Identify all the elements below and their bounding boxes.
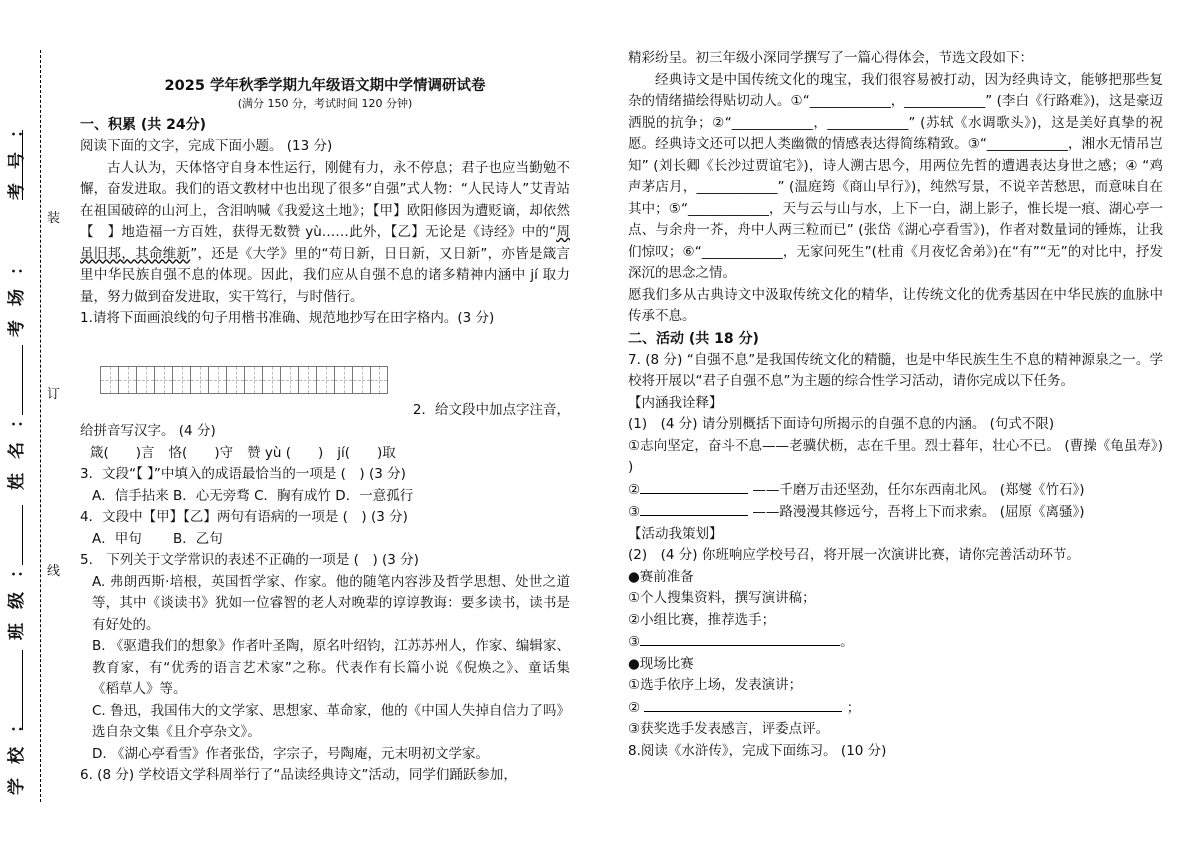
q6-continued: 精彩纷呈。初三年级小深同学撰写了一篇心得体会，节选文段如下： [628,50,1033,66]
grid-cell[interactable] [298,366,316,394]
question-7-1-item-2: ② ——千磨万击还坚劲，任尔东西南北风。 (郑燮《竹石》) [628,479,1163,502]
grid-cell[interactable] [172,366,190,394]
binding-char-ding: 订 [47,387,61,402]
field-label: 考场： [7,244,27,337]
question-8: 8.阅读《水浒传》，完成下面练习。 (10 分) [628,742,887,759]
question-4: 4．文段中【甲】【乙】两句有语病的一项是 ( ) (3 分) [80,509,408,525]
grid-cell[interactable] [226,366,244,394]
task-tag-2: 【活动我策划】 [628,525,723,542]
left-column [80,48,570,787]
field-label: 学校： [7,702,27,795]
live-contest-title: ●现场比赛 [628,655,694,672]
binding-char-zhuang: 装 [47,211,61,226]
pinyin-item[interactable]: jí( )取 [337,444,396,461]
question-5: 5. 下列关于文学常识的表述不正确的一项是 ( ) (3 分) [80,552,419,568]
pinyin-item[interactable]: 赞 yù ( ) [247,444,324,461]
task-tag-1: 【内涵我诠释】 [628,394,723,411]
passage-part-2: ”，还是《大学》里的“苟日新，日日新，又日新”，亦皆是箴言里中华民族自强不息的体现。因此，我们应从自强不息的诸多精神内涵中 jí 取力量，努力做到奋发进取，实干笃行，与时偕行。 [80,245,571,305]
question-6: 6. (8 分) 学校语文学科周举行了“品读经典诗文”活动，同学们踊跃参加， [80,767,517,783]
step-number: ② [628,699,641,716]
pinyin-answers [80,443,570,465]
question-5-option-c: C. 鲁迅，我国伟大的文学家、思想家、革命家，他的《中国人失掉自信力了吗》选自杂文集《且介亭杂文》。 [92,702,570,740]
field-label: 考号： [7,107,27,200]
field-exam-number[interactable] [6,60,36,200]
question-5-option-a: A. 弗朗西斯·培根，英国哲学家、作家。他的随笔内容涉及哲学思想、处世之道等，其中《谈读书》犹如一位睿智的老人对晚辈的谆谆教诲：要多读书，读书是有好处的。 [92,573,570,633]
q6-essay-excerpt: 经典诗文是中国传统文化的瑰宝，我们很容易被打动，因为经典诗文，能够把那些复杂的情绪描绘得贴切动人。①“____________，____________” (李白《行路难》)，这是豪迈洒脱的抗争；②“____________，____________” (苏轼《水调歌头》)，这是美好真挚的祝愿。经典诗文还可以把人类幽微的情感表达得简练精致。③“____________，湘水无情吊岂知” (刘长卿《长沙过贾谊宅》)，诗人溯古思今，用两位先哲的遭遇表达身世之感；④ “鸡声茅店月，____________” (温庭筠《商山早行》)，纯然写景，不说辛苦愁思，而意味自在其中；⑤“____________，天与云与山与水，上下一白，湖上影子，惟长堤一痕、湖心亭一点、与余舟一芥，舟中人两三粒而已” (张岱《湖心亭看雪》)，作者对数量词的锤炼，让我们惊叹；⑥“____________，无家问死生”(杜甫《月夜忆舍弟》)在“有”“无”的对比中，抒发深沉的思念之情。 [628,71,1163,281]
wavy-underlined-sentence: 周虽旧邦，其命维新 [80,224,570,262]
item-2-text: ——千磨万击还坚劲，任尔东西南北风。 (郑燮《竹石》) [752,481,1085,498]
grid-cell[interactable] [100,366,118,394]
binding-char-xian: 线 [47,564,61,579]
question-2-part-a: 2．给文段中加点字注音， [412,401,570,418]
reading-instruction: 阅读下面的文字，完成下面小题。 (13 分) [80,138,333,154]
item-3-text: ——路漫漫其修远兮，吾将上下而求索。 (屈原《离骚》) [752,504,1085,520]
section-1-title: 一、积累 (共 24分) [80,117,207,133]
grid-cell[interactable] [136,366,154,394]
question-5-option-d: D. 《湖心亭看雪》作者张岱，字宗子，号陶庵，元末明初文学家。 [92,745,489,762]
grid-cell[interactable] [118,366,136,394]
pre-contest-step-3: ③ 。 [628,631,1163,654]
live-contest-step-2: ② ； [628,697,1163,720]
question-7-1-item-1: ①志向坚定，奋斗不息——老骥伏枥，志在千里。烈士暮年，壮心不已。 (曹操《龟虽寿》) ) [628,437,1163,475]
pre-contest-step-2: ②小组比赛，推荐选手； [628,611,776,628]
answer-blank[interactable] [640,501,748,516]
grid-cell[interactable] [280,366,298,394]
page-title: 2025 学年秋季学期九年级语文期中学情调研试卷 [164,78,486,94]
live-contest-step-1: ①选手依序上场，发表演讲； [628,677,803,693]
grid-cell[interactable] [352,366,370,394]
passage-part-1: 古人认为，天体恪守自身本性运行，刚健有力，永不停息；君子也应当勤勉不懈，奋发进取。我们的语文教材中也出现了很多“自强”式人物：“人民诗人”艾青站在祖国破碎的山河上，含泪呐喊《我爱这土地》；【甲】欧阳修因为遭贬谪，却依然【 】地造福一方百姓，获得无数赞 yù……此外，【乙】无论是《诗经》中的“ [80,159,570,240]
question-3-options: A．信手拈来 B．心无旁骛 C．胸有成竹 D．一意孤行 [92,487,414,504]
grid-cell[interactable] [370,366,388,394]
reading-passage [80,158,570,309]
grid-cell[interactable] [316,366,334,394]
live-contest-step-3: ③获奖选手发表感言，评委点评。 [628,721,830,737]
grid-cell[interactable] [154,366,172,394]
field-name[interactable] [6,395,36,535]
answer-blank[interactable] [644,697,842,712]
grid-cell[interactable] [190,366,208,394]
section-2-title: 二、活动 (共 18 分) [628,330,759,347]
answer-blank[interactable] [640,631,840,646]
question-2-part-b: 给拼音写汉字。 (4 分) [80,423,216,439]
question-7-1: (1) (4 分) 请分别概括下面诗句所揭示的自强不息的内涵。 (句式不限) [628,416,1055,432]
question-7-1-item-3: ③ ——路漫漫其修远兮，吾将上下而求索。 (屈原《离骚》) [628,501,1163,524]
field-class[interactable] [6,547,36,690]
pinyin-item[interactable]: 箴( )言 [90,444,155,461]
field-label: 班级： [7,547,27,640]
grid-cell[interactable] [244,366,262,394]
question-3: 3．文段“【 】”中填入的成语最恰当的一项是 ( ) (3 分) [80,466,406,482]
grid-cell[interactable] [208,366,226,394]
field-label: 姓名： [7,397,27,490]
grid-cell[interactable] [334,366,352,394]
binding-dashed-line [40,50,41,802]
question-7-2: (2) (4 分) 你班响应学校号召，将开展一次演讲比赛，请你完善活动环节。 [628,547,1080,563]
grid-cell[interactable] [262,366,280,394]
q6-essay-ending: 愿我们多从古典诗文中汲取传统文化的精华，让传统文化的优秀基因在中华民族的血脉中传承不息。 [628,286,1163,324]
question-7: 7. (8 分) “自强不息”是我国传统文化的精髓，也是中华民族生生不息的精神源泉之一。学校将开展以“君子自强不息”为主题的综合性学习活动，请你完成以下任务。 [628,351,1163,389]
field-school[interactable] [6,700,36,840]
tianzige-grid[interactable] [100,366,570,394]
field-exam-room[interactable] [6,225,36,365]
page-subtitle: (满分 150 分，考试时间 120 分钟) [237,97,413,110]
step-number: ③ [628,634,641,650]
question-1: 1.请将下面画浪线的句子用楷书准确、规范地抄写在田字格内。(3 分) [80,310,495,326]
right-column [628,48,1163,762]
pinyin-item[interactable]: 恪( )守 [168,444,234,461]
pre-contest-title: ●赛前准备 [628,568,694,585]
question-5-option-b: B. 《驱遣我们的想象》作者叶圣陶，原名叶绍钧，江苏苏州人，作家、编辑家、教育家，有“优秀的语言艺术家”之称。代表作有长篇小说《倪焕之》、童话集《稻草人》等。 [92,638,570,697]
question-4-options: A．甲句 B．乙句 [92,530,223,547]
pre-contest-step-1: ①个人搜集资料，撰写演讲稿； [628,590,816,606]
answer-blank[interactable] [640,479,748,494]
